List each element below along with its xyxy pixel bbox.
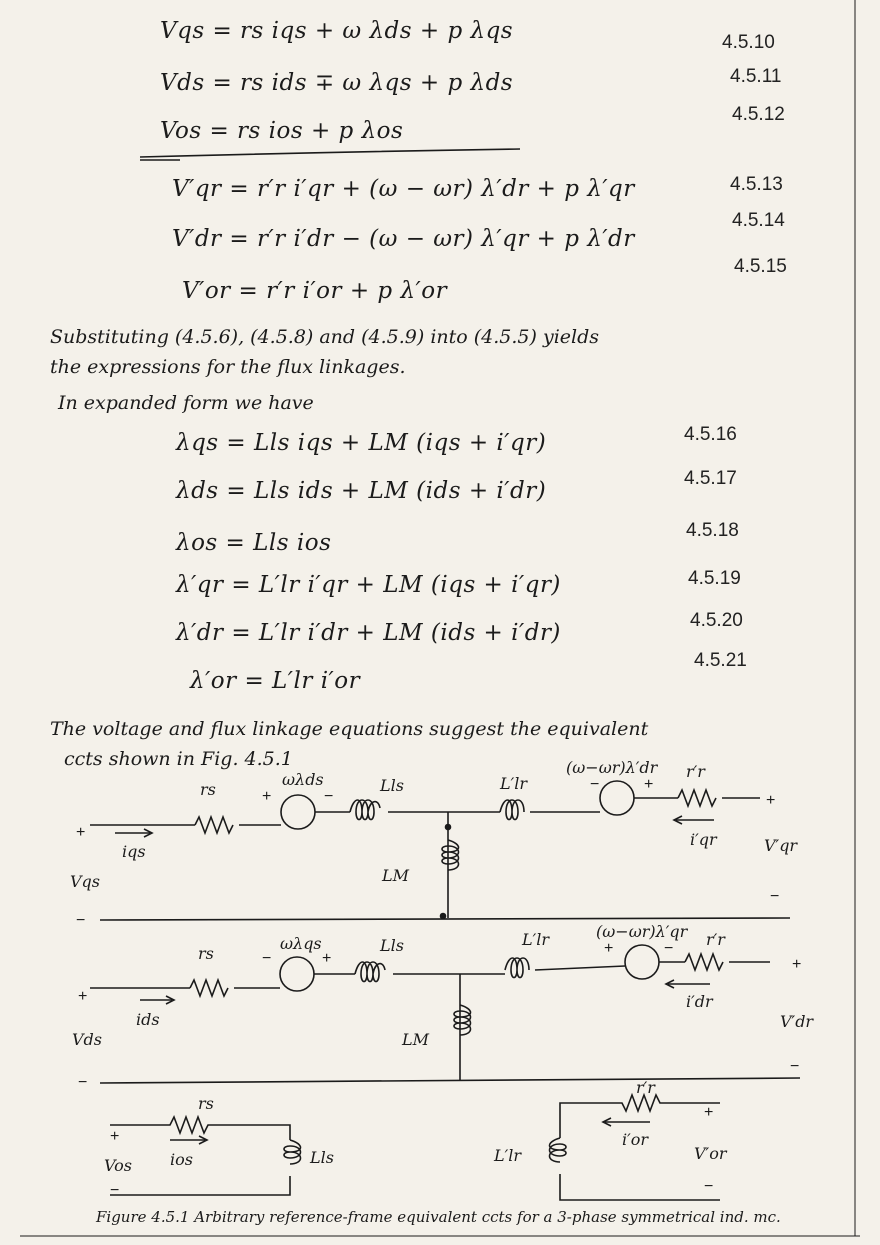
paragraph-line: In expanded form we have bbox=[58, 392, 314, 414]
q-rotor-source-plus: + bbox=[644, 776, 654, 793]
d-lls-label: Lls bbox=[380, 936, 404, 955]
q-rr-label: r′r bbox=[686, 762, 705, 781]
d-lls-inductor bbox=[355, 962, 385, 982]
d-rotor-speed-voltage-source bbox=[625, 945, 659, 979]
equation-number: 4.5.16 bbox=[684, 424, 737, 445]
q-lm-inductor bbox=[442, 840, 459, 870]
d-speed-voltage-source bbox=[280, 957, 314, 991]
d-lm-label: LM bbox=[402, 1030, 430, 1049]
equation-4-5-13: V′qr = r′r i′qr + (ω − ωr) λ′dr + p λ′qr bbox=[172, 176, 635, 202]
q-lls-label: Lls bbox=[380, 776, 404, 795]
q-rotor-source-minus: − bbox=[590, 776, 600, 793]
d-source-label: ωλqs bbox=[280, 934, 322, 953]
d-stator-current: ids bbox=[136, 1010, 160, 1029]
q-stator-current: iqs bbox=[122, 842, 146, 861]
q-speed-voltage-source bbox=[281, 795, 315, 829]
equation-4-5-12: Vos = rs ios + p λos bbox=[160, 118, 404, 144]
q-rotor-source-label: (ω−ωr)λ′dr bbox=[566, 758, 658, 777]
d-bottom-wire bbox=[100, 1078, 800, 1083]
d-right-plus: + bbox=[792, 956, 802, 973]
q-source-plus: + bbox=[262, 788, 272, 805]
q-llr-label: L′lr bbox=[500, 774, 528, 793]
d-rotor-source-label: (ω−ωr)λ′qr bbox=[596, 922, 688, 941]
zero-stator-bottom-wire bbox=[110, 1176, 290, 1195]
zero-stator-lls-label: Lls bbox=[310, 1148, 334, 1167]
equation-4-5-18: λos = Lls ios bbox=[176, 530, 332, 556]
equation-4-5-17: λds = Lls ids + LM (ids + i′dr) bbox=[176, 478, 547, 504]
d-top-wire bbox=[535, 966, 625, 970]
zero-stator-minus: − bbox=[110, 1182, 120, 1199]
d-rs-label: rs bbox=[198, 944, 214, 963]
d-source-plus: + bbox=[322, 950, 332, 967]
equation-number: 4.5.12 bbox=[732, 104, 785, 125]
figure-caption: Figure 4.5.1 Arbitrary reference-frame equivalent ccts for a 3-phase symmetrical ind. mc. bbox=[96, 1208, 781, 1226]
zero-stator-rs-label: rs bbox=[198, 1094, 214, 1113]
zero-stator-lls-inductor bbox=[284, 1140, 301, 1164]
q-left-plus: + bbox=[76, 824, 86, 841]
equation-number: 4.5.10 bbox=[722, 32, 775, 53]
q-right-minus: − bbox=[770, 888, 780, 905]
equation-number: 4.5.19 bbox=[688, 568, 741, 589]
d-llr-inductor bbox=[505, 958, 529, 978]
equation-number: 4.5.17 bbox=[684, 468, 737, 489]
q-rs-label: rs bbox=[200, 780, 216, 799]
equation-number: 4.5.13 bbox=[730, 174, 783, 195]
equation-number: 4.5.18 bbox=[686, 520, 739, 541]
d-left-plus: + bbox=[78, 988, 88, 1005]
zero-rotor-rr-label: r′r bbox=[636, 1078, 655, 1097]
zero-stator-plus: + bbox=[110, 1128, 120, 1145]
d-rs-resistor bbox=[190, 980, 228, 996]
equation-number: 4.5.11 bbox=[730, 66, 782, 87]
equation-number: 4.5.20 bbox=[690, 610, 743, 631]
d-rotor-source-minus: − bbox=[664, 940, 674, 957]
paragraph-line: The voltage and flux linkage equations suggest the equivalent bbox=[50, 718, 649, 740]
paragraph-line: ccts shown in Fig. 4.5.1 bbox=[64, 748, 293, 770]
d-rr-resistor bbox=[685, 954, 723, 970]
equation-4-5-14: V′dr = r′r i′dr − (ω − ωr) λ′qr + p λ′dr bbox=[172, 226, 635, 252]
equation-4-5-21: λ′or = L′lr i′or bbox=[190, 668, 361, 694]
equation-4-5-20: λ′dr = L′lr i′dr + LM (ids + i′dr) bbox=[176, 620, 561, 646]
separator-underline bbox=[140, 149, 520, 157]
zero-rotor-bottom-wire bbox=[560, 1174, 720, 1200]
equation-4-5-16: λqs = Lls iqs + LM (iqs + i′qr) bbox=[176, 430, 547, 456]
d-right-voltage: V′dr bbox=[780, 1012, 814, 1031]
d-lm-inductor bbox=[454, 1005, 471, 1035]
q-left-voltage: Vqs bbox=[70, 872, 101, 891]
q-llr-inductor bbox=[500, 800, 524, 820]
d-left-minus: − bbox=[78, 1074, 88, 1091]
equation-4-5-11: Vds = rs ids ∓ ω λqs + p λds bbox=[160, 70, 514, 96]
q-lls-inductor bbox=[350, 800, 380, 820]
zero-rotor-llr-inductor bbox=[550, 1138, 567, 1162]
equation-number: 4.5.14 bbox=[732, 210, 785, 231]
zero-rotor-minus: − bbox=[704, 1178, 714, 1195]
paragraph-line: Substituting (4.5.6), (4.5.8) and (4.5.9) into (4.5.5) yields bbox=[50, 326, 600, 348]
zero-rotor-plus: + bbox=[704, 1104, 714, 1121]
d-source-minus: − bbox=[262, 950, 272, 967]
zero-stator-voltage: Vos bbox=[104, 1156, 132, 1175]
zero-stator-current: ios bbox=[170, 1150, 193, 1169]
zero-rotor-llr-label: L′lr bbox=[494, 1146, 522, 1165]
d-rotor-current: i′dr bbox=[686, 992, 713, 1011]
d-llr-label: L′lr bbox=[522, 930, 550, 949]
q-source-label: ωλds bbox=[282, 770, 324, 789]
q-rotor-speed-voltage-source bbox=[600, 781, 634, 815]
q-lm-label: LM bbox=[382, 866, 410, 885]
zero-rotor-current: i′or bbox=[622, 1130, 649, 1149]
d-rr-label: r′r bbox=[706, 930, 725, 949]
q-right-voltage: V′qr bbox=[764, 836, 798, 855]
equation-4-5-15: V′or = r′r i′or + p λ′or bbox=[182, 278, 448, 304]
q-right-plus: + bbox=[766, 792, 776, 809]
q-rr-resistor bbox=[678, 790, 716, 806]
d-right-minus: − bbox=[790, 1058, 800, 1075]
equation-number: 4.5.21 bbox=[694, 650, 747, 671]
q-rs-resistor bbox=[195, 817, 233, 833]
equation-4-5-10: Vqs = rs iqs + ω λds + p λqs bbox=[160, 18, 514, 44]
d-rotor-source-plus: + bbox=[604, 940, 614, 957]
zero-rotor-voltage: V′or bbox=[694, 1144, 727, 1163]
q-rotor-current: i′qr bbox=[690, 830, 717, 849]
paragraph-line: the expressions for the flux linkages. bbox=[50, 356, 406, 378]
equation-4-5-19: λ′qr = L′lr i′qr + LM (iqs + i′qr) bbox=[176, 572, 561, 598]
equation-number: 4.5.15 bbox=[734, 256, 787, 277]
q-source-minus: − bbox=[324, 788, 334, 805]
d-left-voltage: Vds bbox=[72, 1030, 103, 1049]
q-left-minus: − bbox=[76, 912, 86, 929]
